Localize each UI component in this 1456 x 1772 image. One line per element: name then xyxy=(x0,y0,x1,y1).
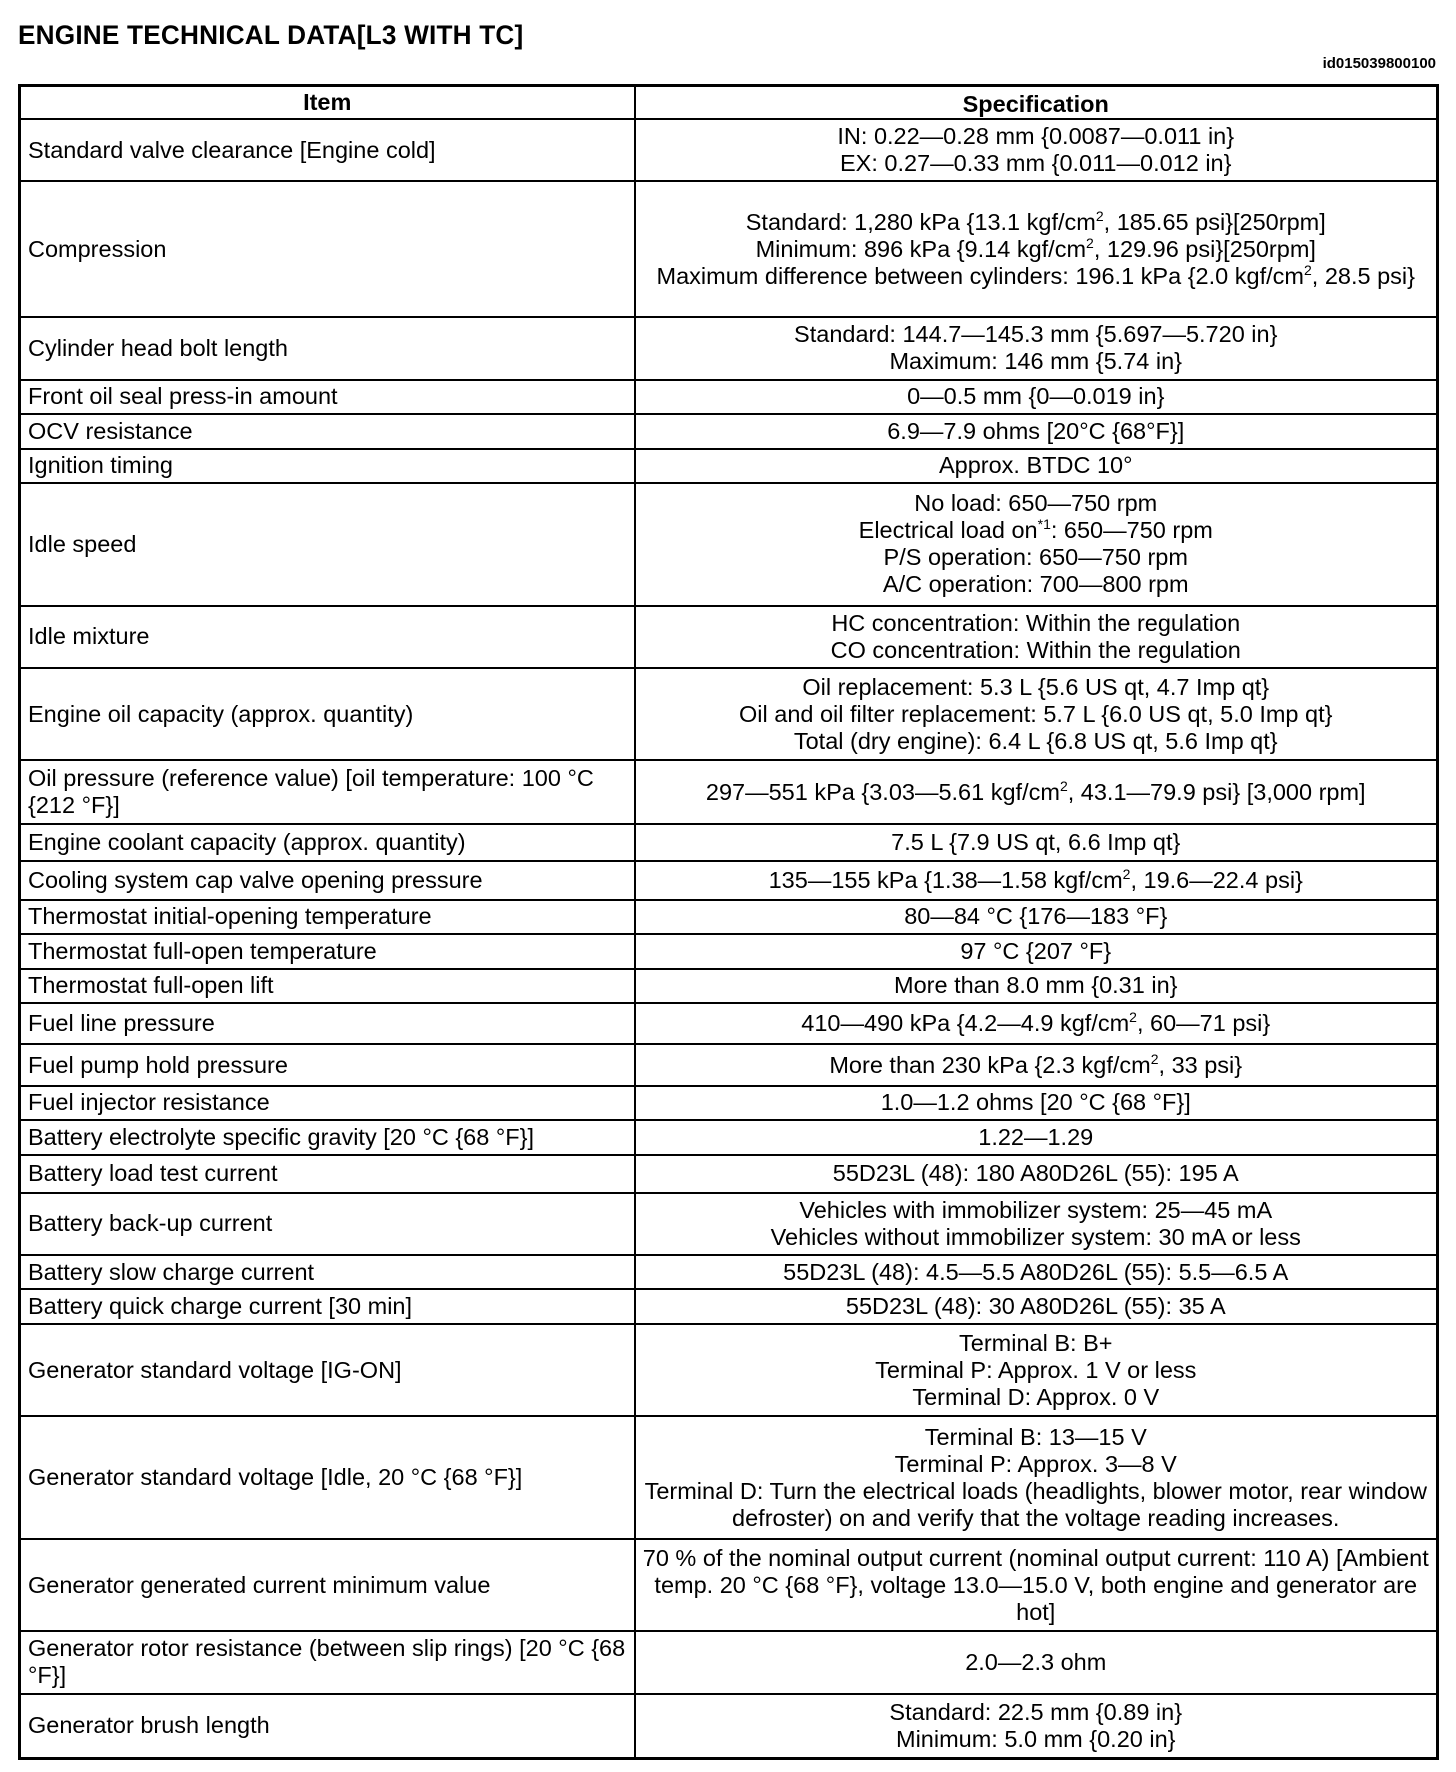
specification-line: 55D23L (48): 180 A80D26L (55): 195 A xyxy=(832,1160,1239,1187)
specification-cell xyxy=(635,181,1438,317)
table-row xyxy=(20,1086,1438,1121)
specification-cell xyxy=(635,1694,1438,1759)
specification-line: Vehicles with immobilizer system: 25—45 mA xyxy=(799,1196,1273,1223)
specification-line: 55D23L (48): 4.5—5.5 A80D26L (55): 5.5—6.5 A xyxy=(783,1258,1289,1285)
specification-line: More than 230 kPa {2.3 kgf/$cm^2$, 33 psi} xyxy=(829,1050,1243,1078)
specification-cell xyxy=(635,861,1438,900)
table-row xyxy=(20,317,1438,379)
item-column-header: Item xyxy=(20,86,635,120)
specification-line: 1.22—1.29 xyxy=(978,1123,1094,1150)
specification-line: Electrical load $on^{*1}$: 650—750 rpm xyxy=(858,516,1213,544)
specification-line: Minimum: 896 kPa {9.14 kgf/$cm^2$, 129.96 psi}[250rpm] xyxy=(755,234,1316,262)
specification-cell xyxy=(635,1631,1438,1693)
specification-cell xyxy=(635,1289,1438,1324)
table-row xyxy=(20,1289,1438,1324)
specification-cell xyxy=(635,483,1438,606)
specification-cell xyxy=(635,1539,1438,1631)
item-cell: Generator standard voltage [IG-ON] xyxy=(20,1324,635,1416)
specification-line: EX: 0.27—0.33 mm {0.011—0.012 in} xyxy=(840,150,1232,177)
item-cell: OCV resistance xyxy=(20,414,635,449)
specification-line: Terminal P: Approx. 3—8 V xyxy=(894,1450,1177,1477)
specification-cell xyxy=(635,119,1438,181)
table-row xyxy=(20,1539,1438,1631)
item-cell: Battery load test current xyxy=(20,1155,635,1193)
specification-line: 70 % of the nominal output current (nominal output current: 110 A) [Ambient temp. 20 °C {68 °F}, voltage 13.0—15.0 V, both engine and generator are hot] xyxy=(642,1544,1429,1625)
table-row xyxy=(20,1003,1438,1044)
table-row xyxy=(20,824,1438,861)
specification-line: 2.0—2.3 ohm xyxy=(965,1648,1107,1675)
item-cell: Thermostat full-open temperature xyxy=(20,934,635,969)
specification-cell xyxy=(635,900,1438,935)
specification-line: Vehicles without immobilizer system: 30 mA or less xyxy=(770,1223,1301,1250)
specification-line: IN: 0.22—0.28 mm {0.0087—0.011 in} xyxy=(837,123,1235,150)
specification-cell xyxy=(635,380,1438,415)
specification-cell xyxy=(635,606,1438,668)
table-row xyxy=(20,1044,1438,1085)
specification-line: Maximum difference between cylinders: 196.1 kPa {2.0 kgf/$cm^2$, 28.5 psi} xyxy=(656,261,1415,289)
item-cell: Ignition timing xyxy=(20,449,635,484)
item-cell: Engine coolant capacity (approx. quantity) xyxy=(20,824,635,861)
table-row xyxy=(20,900,1438,935)
specification-line: 55D23L (48): 30 A80D26L (55): 35 A xyxy=(845,1293,1226,1320)
specification-line: 1.0—1.2 ohms [20 °C {68 °F}] xyxy=(880,1089,1191,1116)
specification-line: Oil and oil filter replacement: 5.7 L {6.0 US qt, 5.0 Imp qt} xyxy=(739,700,1333,727)
item-cell: Generator standard voltage [Idle, 20 °C {68 °F}] xyxy=(20,1416,635,1539)
item-cell: Battery electrolyte specific gravity [20 °C {68 °F}] xyxy=(20,1120,635,1155)
item-cell: Cylinder head bolt length xyxy=(20,317,635,379)
specification-line: Terminal D: Turn the electrical loads (headlights, blower motor, rear window defroster) on and verify that the voltage reading increases. xyxy=(644,1477,1427,1531)
specification-cell xyxy=(635,760,1438,823)
specification-cell xyxy=(635,1044,1438,1085)
specification-line: HC concentration: Within the regulation xyxy=(831,609,1241,636)
item-cell: Thermostat full-open lift xyxy=(20,969,635,1004)
specification-cell xyxy=(635,1255,1438,1290)
item-cell: Battery slow charge current xyxy=(20,1255,635,1290)
specification-cell xyxy=(635,1120,1438,1155)
table-row xyxy=(20,861,1438,900)
item-cell: Battery quick charge current [30 min] xyxy=(20,1289,635,1324)
table-row xyxy=(20,668,1438,760)
table-row xyxy=(20,760,1438,823)
specification-cell xyxy=(635,317,1438,379)
table-row xyxy=(20,969,1438,1004)
specification-line: 97 °C {207 °F} xyxy=(960,937,1112,964)
header-row xyxy=(20,86,1438,120)
specification-line: Oil replacement: 5.3 L {5.6 US qt, 4.7 Imp qt} xyxy=(802,673,1270,700)
specification-line: Terminal B: 13—15 V xyxy=(924,1423,1147,1450)
specification-cell xyxy=(635,1416,1438,1539)
table-row xyxy=(20,1193,1438,1255)
table-row xyxy=(20,1694,1438,1759)
specification-cell xyxy=(635,1193,1438,1255)
specification-cell xyxy=(635,449,1438,484)
item-cell: Compression xyxy=(20,181,635,317)
item-cell: Cooling system cap valve opening pressure xyxy=(20,861,635,900)
item-cell: Generator generated current minimum value xyxy=(20,1539,635,1631)
table-row xyxy=(20,1155,1438,1193)
specification-cell xyxy=(635,1324,1438,1416)
table-row xyxy=(20,449,1438,484)
specification-line: Terminal B: B+ xyxy=(959,1329,1113,1356)
table-row xyxy=(20,483,1438,606)
item-cell: Front oil seal press-in amount xyxy=(20,380,635,415)
page-title: ENGINE TECHNICAL DATA[L3 WITH TC] xyxy=(18,20,524,50)
item-cell: Battery back-up current xyxy=(20,1193,635,1255)
table-row xyxy=(20,181,1438,317)
specification-line: P/S operation: 650—750 rpm xyxy=(883,544,1188,571)
specification-line: Maximum: 146 mm {5.74 in} xyxy=(889,348,1183,375)
specification-line: 6.9—7.9 ohms [20°C {68°F}] xyxy=(887,417,1185,444)
specification-line: CO concentration: Within the regulation xyxy=(830,636,1241,663)
specification-line: Terminal D: Approx. 0 V xyxy=(912,1383,1160,1410)
specification-cell xyxy=(635,1003,1438,1044)
item-cell: Standard valve clearance [Engine cold] xyxy=(20,119,635,181)
table-row xyxy=(20,1324,1438,1416)
table-body xyxy=(20,119,1438,1759)
specification-cell xyxy=(635,668,1438,760)
specification-cell xyxy=(635,1086,1438,1121)
table-row xyxy=(20,1255,1438,1290)
item-cell: Oil pressure (reference value) [oil temperature: 100 °C {212 °F}] xyxy=(20,760,635,823)
specification-cell xyxy=(635,969,1438,1004)
specification-line: Standard: 22.5 mm {0.89 in} xyxy=(889,1698,1183,1725)
specification-line: Approx. BTDC 10° xyxy=(938,452,1133,479)
specification-line: 410—490 kPa {4.2—4.9 kgf/$cm^2$, 60—71 psi} xyxy=(801,1009,1271,1037)
specification-line: 0—0.5 mm {0—0.019 in} xyxy=(907,383,1165,410)
table-row xyxy=(20,1631,1438,1693)
document-id: id015039800100 xyxy=(1322,55,1436,72)
specification-cell xyxy=(635,414,1438,449)
item-cell: Fuel pump hold pressure xyxy=(20,1044,635,1085)
table-row xyxy=(20,606,1438,668)
specification-line: 80—84 °C {176—183 °F} xyxy=(904,903,1168,930)
specification-column-header: Specification xyxy=(635,86,1438,120)
specification-line: Standard: 1,280 kPa {13.1 kgf/$cm^2$, 185.65 psi}[250rpm] xyxy=(745,207,1326,235)
table-row xyxy=(20,1120,1438,1155)
specification-line: A/C operation: 700—800 rpm xyxy=(882,571,1189,598)
item-cell: Idle mixture xyxy=(20,606,635,668)
specification-line: No load: 650—750 rpm xyxy=(914,490,1158,517)
specification-line: More than 8.0 mm {0.31 in} xyxy=(894,972,1178,999)
item-cell: Thermostat initial-opening temperature xyxy=(20,900,635,935)
item-cell: Generator rotor resistance (between slip rings) [20 °C {68 °F}] xyxy=(20,1631,635,1693)
table-row xyxy=(20,414,1438,449)
item-cell: Fuel line pressure xyxy=(20,1003,635,1044)
specification-line: 297—551 kPa {3.03—5.61 kgf/$cm^2$, 43.1—79.9 psi} [3,000 rpm] xyxy=(705,777,1366,805)
item-cell: Idle speed xyxy=(20,483,635,606)
table-row xyxy=(20,119,1438,181)
item-cell: Generator brush length xyxy=(20,1694,635,1759)
specification-cell xyxy=(635,1155,1438,1193)
table-row xyxy=(20,1416,1438,1539)
specification-line: 7.5 L {7.9 US qt, 6.6 Imp qt} xyxy=(891,828,1181,855)
specification-line: 135—155 kPa {1.38—1.58 kgf/$cm^2$, 19.6—22.4 psi} xyxy=(768,865,1303,893)
specification-line: Terminal P: Approx. 1 V or less xyxy=(875,1356,1197,1383)
table-row xyxy=(20,934,1438,969)
item-cell: Fuel injector resistance xyxy=(20,1086,635,1121)
specification-cell xyxy=(635,934,1438,969)
specification-line: Total (dry engine): 6.4 L {6.8 US qt, 5.6 Imp qt} xyxy=(793,727,1278,754)
item-cell: Engine oil capacity (approx. quantity) xyxy=(20,668,635,760)
specification-line: Minimum: 5.0 mm {0.20 in} xyxy=(896,1725,1176,1752)
specification-cell xyxy=(635,824,1438,861)
specification-line: Standard: 144.7—145.3 mm {5.697—5.720 in} xyxy=(794,321,1278,348)
table-row xyxy=(20,380,1438,415)
spec-table xyxy=(18,84,1439,1760)
